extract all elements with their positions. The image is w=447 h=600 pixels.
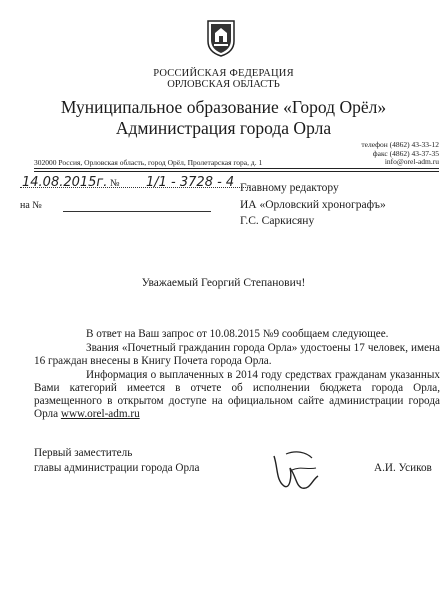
signature-position-line-2: главы администрации города Орла	[34, 462, 200, 474]
reference-na-label: на №	[20, 200, 42, 211]
coat-of-arms-icon	[206, 19, 236, 57]
letterhead-address: 302000 Россия, Орловская область, город Орёл, Пролетарская гора, д. 1	[34, 158, 263, 167]
letterhead-administration: Администрация города Орла	[115, 118, 332, 138]
handwritten-signature	[266, 446, 326, 496]
letterhead-municipality: Муниципальное образование «Город Орёл»	[60, 97, 387, 117]
body-paragraph-2: Звания «Почетный гражданин города Орла» удостоены 17 человек, имена 16 граждан внесены в Книгу Почета города Орла.	[34, 342, 440, 367]
signatory-name: А.И. Усиков	[374, 462, 432, 474]
addressee-line-3: Г.С. Саркисяну	[240, 215, 315, 227]
addressee-line-1: Главному редактору	[240, 182, 339, 194]
greeting: Уважаемый Георгий Степанович!	[141, 277, 306, 289]
reference-date: 14.08.2015г.	[22, 175, 108, 190]
letterhead-email: info@orel-adm.ru	[384, 157, 439, 166]
letterhead-country: РОССИЙСКАЯ ФЕДЕРАЦИЯ	[153, 68, 294, 79]
letterhead-phone: телефон (4862) 43-33-12	[361, 140, 439, 149]
addressee-line-2: ИА «Орловский хронографъ»	[240, 199, 386, 211]
letterhead-region: ОРЛОВСКАЯ ОБЛАСТЬ	[167, 79, 280, 90]
letterhead-fax: факс (4862) 43-37-35	[372, 149, 439, 158]
body-paragraph-3-text: Информация о выплаченных в 2014 году средствах гражданам указанных Вами категорий имеется в отчете об исполнении бюджета города Орла, размещенного в открытом доступе на официальном сайте администрации города Орла	[34, 369, 440, 420]
reference-number-sign: №	[110, 178, 120, 189]
body-paragraph-1: В ответ на Ваш запрос от 10.08.2015 №9 сообщаем следующее.	[86, 328, 389, 340]
reference-na-line	[63, 211, 211, 212]
body-paragraph-3	[34, 369, 440, 421]
signature-position-line-1: Первый заместитель	[34, 447, 133, 459]
letterhead-divider-thin	[34, 171, 439, 172]
website-link[interactable]: www.orel-adm.ru	[60, 408, 140, 420]
letterhead-divider	[34, 168, 439, 169]
reference-number: 1/1 - 3728 - 4	[146, 175, 235, 190]
